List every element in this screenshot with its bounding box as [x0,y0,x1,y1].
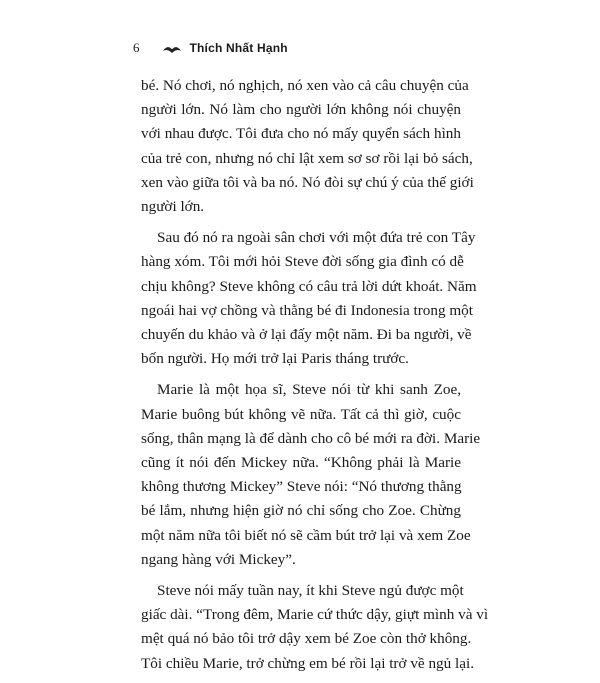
text-line: giấc dài. “Trong đêm, Marie cứ thức dậy, giựt mình và vì [141,606,489,624]
text-line: với nhau được. Tôi đưa cho nó mấy quyển sách hình [141,125,461,143]
text-line: Marie buông bút không vẽ nữa. Tất cả thì giờ, cuộc [141,405,461,423]
text-line: sống, thân mạng là để dành cho cô bé mới ra đời. Marie [141,429,481,447]
paragraph-1 [141,74,474,219]
text-line: Tôi chiều Marie, trở chừng em bé rồi lại trở về ngủ lại. [141,654,475,672]
text-line: không thương Mickey” Steve nói: “Nó thương thằng [141,478,462,496]
text-line: bé lắm, nhưng hiện giờ nó chỉ sống cho Zoe. Chừng [141,502,461,520]
text-line: chịu không? Steve không có câu trả lời dứt khoát. Năm [141,277,477,295]
paragraph-4 [141,579,489,676]
text-line: bé. Nó chơi, nó nghịch, nó xen vào cả câu chuyện của [141,77,469,94]
text-line: xen vào giữa tôi và ba nó. Nó đòi sự chú ý của thế giới [141,173,474,191]
text-line: Marie là một họa sĩ, Steve nói từ khi sanh Zoe, [157,381,461,399]
text-line: một năm nữa tôi biết nó sẽ cầm bút trở lại và xem Zoe [141,526,471,544]
text-line: hàng xóm. Tôi mới hỏi Steve đời sống gia đình có dễ [141,253,464,271]
paragraph-2 [141,226,477,371]
running-header [133,40,288,56]
author-name: Thích Nhất Hạnh [189,41,288,55]
text-line: mệt quá nó bảo tôi trở dậy xem bé Zoe còn thở không. [141,630,472,648]
ornament-icon [162,43,182,53]
paragraph-3 [141,378,481,572]
body-text [141,74,489,683]
text-line: ngang hàng với Mickey”. [141,550,296,568]
text-line: Steve nói mấy tuần nay, ít khi Steve ngủ được một [157,582,464,600]
text-line: của trẻ con, nhưng nó chỉ lật xem sơ sơ rồi lại bỏ sách, [141,149,473,167]
page-number: 6 [133,40,140,55]
text-line: người lớn. [141,198,205,216]
text-line: ngoái hai vợ chồng và thằng bé đi Indonesia trong một [141,301,473,319]
text-line: bốn người. Họ mới trở lại Paris tháng trước. [141,350,409,368]
text-line: Sau đó nó ra ngoài sân chơi với một đứa trẻ con Tây [157,229,476,247]
text-line: người lớn. Nó làm cho người lớn không nói chuyện [141,101,461,119]
text-line: chuyến du khảo và ở lại đấy một năm. Đi ba người, về [141,326,472,344]
text-line: cũng ít nói đến Mickey nữa. “Không phải là Marie [141,454,461,472]
